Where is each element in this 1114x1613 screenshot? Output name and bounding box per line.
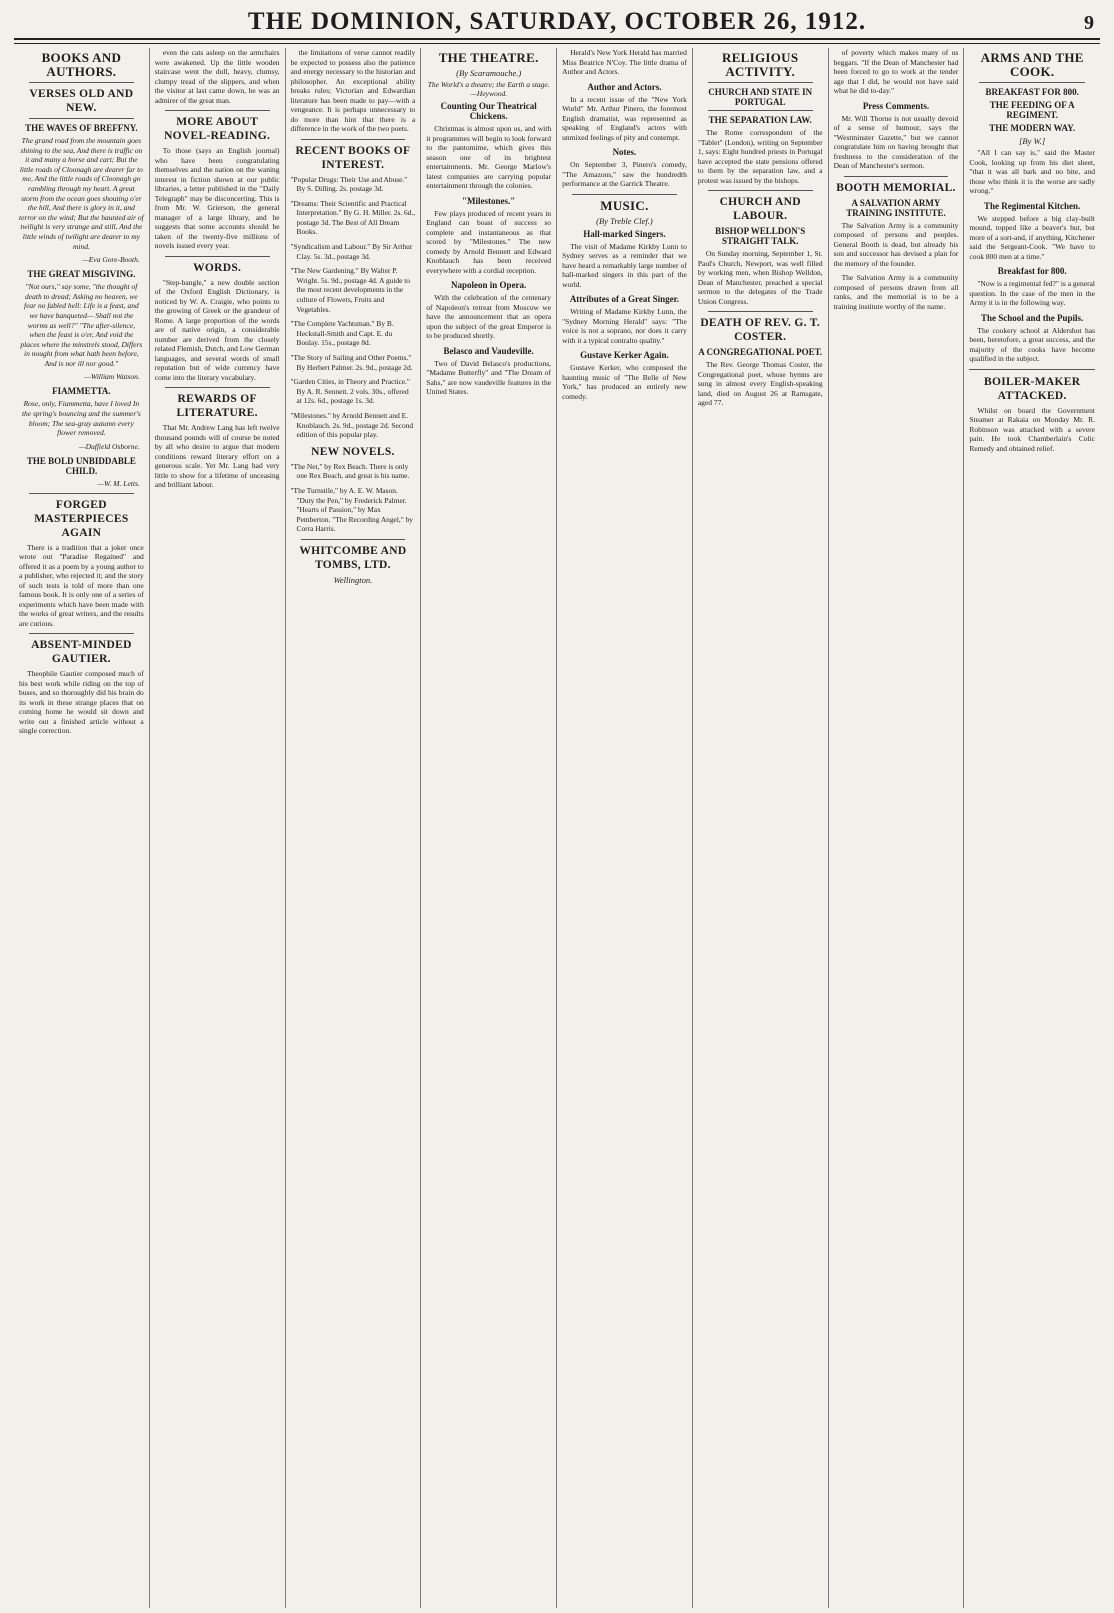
music-byline: (By Treble Clef.) — [596, 215, 653, 226]
column-books-of-interest — [286, 48, 422, 1608]
divider — [165, 256, 270, 257]
article-text: Mr. Will Thorne is not usually devoid of a sense of humour, says the "Westminster Gazette," but we cannot congratulate him on having brought that freshness to the consideration of the Dean of Manchester's sermon. — [833, 113, 959, 170]
masthead-title: THE DOMINION, SATURDAY, OCTOBER 26, 1912. — [247, 8, 867, 35]
article-text: On September 3, Pinero's comedy, "The Amazons," saw the hundredth performance at the Garrick Theatre. — [562, 160, 687, 188]
subhead: A SALVATION ARMY TRAINING INSTITUTE. — [846, 197, 946, 218]
ad-text: Whilst on board the Government Steamer at Rakaia on Monday Mr. R. Robinson was attacked with a severe pain. He took Chamberlain's Colic Remedy and obtained relief. — [969, 405, 1095, 453]
subhead: Attributes of a Great Singer. — [569, 294, 680, 304]
theatre-heading: THE THEATRE. — [438, 50, 539, 65]
divider — [29, 118, 134, 119]
article-text: We stepped before a big clay-built mound, topped like a beaver's hut, but more of a sort-and, if anything, Kitchener said the Sergeant-Cook. "We have to cook 800 men at a time." — [969, 213, 1095, 261]
divider — [301, 139, 406, 140]
divider — [708, 110, 813, 111]
article-text: Few plays produced of recent years in England can boast of success so complete and instantaneous as that scored by "Milestones." The new comedy by Arnold Bennett and Edward Knoblauch has been received everywhere with a cordial reception. — [426, 208, 552, 275]
list-item: "Dreams: Their Scientific and Practical Interpretation." By G. H. Miller. 2s. 6d., postage 3d. The Best of All Dream Books. — [290, 198, 416, 237]
article-text: The Salvation Army is a community composed of persons and peoples. General Booth is dead, but already his son and successor has devised a plan for the memory of the founder. — [833, 220, 959, 268]
list-item: "The Complete Yachtsman." By B. Heckstall-Smith and Capt. E. du Boulay. 15s., postage 8d. — [290, 319, 394, 348]
death-heading: DEATH OF REV. G. T. COSTER. — [700, 317, 821, 343]
subhead: THE MODERN WAY. — [989, 123, 1076, 133]
subhead: THE FEEDING OF A REGIMENT. — [989, 100, 1075, 120]
list-item: "Milestones." by Arnold Bennett and E. Knoblauch. 2s. 9d., postage 2d. Second edition of this popular play. — [290, 410, 414, 440]
list-item: "Garden Cities, in Theory and Practice." By A. R. Sennett. 2 vols. 30s., offered at 12s. 6d., postage 1s. 3d. — [290, 377, 410, 406]
arms-byline: [By W.] — [1019, 136, 1046, 146]
church-heading: CHURCH AND LABOUR. — [719, 196, 801, 222]
subhead: Author and Actors. — [587, 81, 662, 92]
ad-heading: BOILER-MAKER ATTACKED. — [984, 375, 1081, 402]
poem-title: THE GREAT MISGIVING. — [27, 269, 136, 280]
article-text: In a recent issue of the "New York World" Mr. Arthur Pinero, the foremost English dramatist, was represented as speaking of England's actors with unmixed feelings of pity and contempt. — [562, 94, 687, 142]
article-text: The visit of Madame Kirkby Lunn to Sydney serves as a reminder that we have heard a remarkably large number of hall-marked singers in this part of the world. — [562, 241, 687, 289]
page-number: 9 — [1084, 12, 1094, 34]
subhead: Press Comments. — [862, 100, 930, 111]
subhead: A CONGREGATIONAL POET. — [698, 347, 823, 357]
list-item: "The Story of Sailing and Other Poems." By Herbert Palmer. 2s. 9d., postage 2d. — [290, 353, 413, 372]
article-text: The Rome correspondent of the "Tablet" (London), writing on September 1, says: Eight hundred priests in Portugal have accepted the state pensions offered to them by the separation law, and a protest was issued by the bishops. — [697, 128, 823, 185]
article-text: of poverty which makes many of us beggars. "If the Dean of Manchester had been forced to go to work at the tender age that I did, he would not have said what he did to-day." — [833, 48, 959, 95]
divider — [165, 387, 270, 388]
absent-text: Theophile Gautier composed much of his best work while riding on the top of buses, and so thoroughly did his brain do its work in these strange places that on coming home he would sit down and write out a finished article without a single correction. — [19, 669, 144, 736]
theatre-kicker: The World's a theatre; the Earth a stage.—Heywood. — [427, 80, 550, 98]
subhead: Counting Our Theatrical Chickens. — [440, 101, 537, 121]
subhead: BREAKFAST FOR 800. — [985, 87, 1079, 97]
rewards-heading: REWARDS OF LITERATURE. — [176, 393, 258, 419]
advert-place: Wellington. — [333, 574, 373, 585]
booth-heading: BOOTH MEMORIAL. — [836, 181, 956, 194]
poem-author: —W. M. Letts. — [97, 478, 140, 488]
new-novels-heading: NEW NOVELS. — [311, 445, 395, 458]
list-item: "The New Gardening." By Walter P. Wright. 5s. 9d., postage 4d. A guide to the most recent developments in the culture of Flowers, Fruits and Vegetables. — [290, 266, 410, 314]
list-item: "The Net," by Rex Beach. There is only one Rex Beach, and great is his name. — [290, 461, 410, 481]
forged-text: There is a tradition that a joker once wrote out "Paradise Regained" and offered it as a poem by a young author to a publisher, who rejected it; and the story of such tests is told of more than one famous book. It is only one of a series of experiments which have been made with the works of great writers, and the results are curious. — [19, 542, 144, 628]
new-novels-list — [291, 462, 416, 534]
poem-text: The grand road from the mountain goes shining to the sea, And there is traffic on it and many a horse and cart; But the little roads of Cloonagh are dearer far to me, And the little roads of Cloonagh go rambling through my heart. A great storm from the ocean goes shouting o'er the hill, And there is glory in it, and terror on the wind; But the haunted air of twilight is very strange and still, And the little winds of twilight are dearer to my mind. — [19, 136, 144, 251]
novel-text: To those (says an English journal) who have been congratulating themselves and the nation on the waning interest in fiction shown at our public libraries, a letter published in the "Daily Telegraph" may be disconcerting. This is from Mr. W. Grierson, the general manager of a large library, and he suggests that some accounts should be taken of the twenty-five millions of novels issued every year. — [154, 146, 280, 250]
col2-intro: even the cats asleep on the armchairs were awakened. Up the little wooden staircase went the dull, heavy, clumsy, clumpy tread of the slippers, and when the visitor at last came down, he was an admirer of the great man. — [154, 48, 280, 105]
subhead: The Regimental Kitchen. — [984, 200, 1081, 211]
column-books-and-authors — [14, 48, 150, 1608]
article-text: With the celebration of the centenary of Napoleon's retreat from Moscow we have the announcement that an opera upon the subject of the great Emperor is to be produced shortly. — [426, 293, 552, 340]
subhead: BISHOP WELLDON'S STRAIGHT TALK. — [715, 226, 806, 246]
article-text: The Salvation Army is a community composed of persons drawn from all ranks, and the memorial is to be a training institute worthy of the name. — [833, 273, 959, 311]
books-authors-heading: BOOKS AND AUTHORS. — [41, 50, 122, 79]
absent-heading: ABSENT-MINDED GAUTIER. — [31, 639, 132, 666]
poem-title: THE BOLD UNBIDDABLE CHILD. — [26, 455, 136, 476]
advertisement — [969, 369, 1095, 454]
list-item: "The Turnstile," by A. E. W. Mason. "Duty the Pen," by Frederick Palmer. "Hearts of Passion," by Max Pemberton. "The Recording Angel," by Corra Harris. — [290, 485, 413, 534]
col5-intro: Herald's New York Herald has married Miss Beatrice N'Coy. The little drama of Author and Actors. — [562, 48, 687, 76]
words-heading: WORDS. — [193, 261, 242, 274]
subhead: Napoleon in Opera. — [451, 280, 527, 290]
poem-title: THE WAVES OF BREFFNY. — [25, 123, 138, 133]
column-religious — [693, 48, 829, 1608]
column-music — [557, 48, 693, 1608]
subhead: The School and the Pupils. — [981, 312, 1084, 323]
music-heading: MUSIC. — [600, 197, 649, 213]
subhead: Belasco and Vaudeville. — [443, 345, 534, 356]
col3-intro: the limitations of verse cannot readily be expected to possess also the patience and energy necessary to the historian and philosopher. An exceptional ability breaks rules; Victorian and Edwardian literature has been made to pay—with a vengeance. It is perhaps unnecessary to do more than hint that there is a difference in the work of the two poets. — [290, 48, 416, 133]
column-theatre — [421, 48, 557, 1608]
list-item: "Popular Drugs: Their Use and Abuse." By S. Dilling. 2s. postage 3d. — [290, 174, 408, 194]
subhead: THE SEPARATION LAW. — [708, 115, 812, 125]
divider — [708, 82, 813, 83]
interest-heading: RECENT BOOKS OF INTEREST. — [295, 144, 411, 171]
list-item: "Syndicalism and Labour." By Sir Arthur Clay. 5s. 3d., postage 3d. — [290, 242, 413, 261]
poem-text: "Not ours," say some, "the thought of death to dread; Asking no heaven, we fear no fabled hell: Life is a feast, and we have banqueted— Shall not the worms as well?" "The after-silence, when the feast is o'er, And void the places where the minstrels stood, Differs in nought from what hath been before, And is nor ill nor good." — [20, 282, 143, 368]
subhead: CHURCH AND STATE IN PORTUGAL — [708, 87, 813, 107]
article-text: Writing of Madame Kirkby Lunn, the "Sydney Morning Herald" says: "The voice is not a soprano, nor does it carry with it a typical contralto quality." — [562, 307, 687, 345]
divider — [165, 110, 270, 111]
column-arms-and-cook — [964, 48, 1100, 1608]
poem-author: —William Watson. — [84, 372, 140, 382]
theatre-byline: (By Scaramouche.) — [456, 68, 522, 78]
words-text: "Step-bangle," a new double section of the Oxford English Dictionary, is noticed by W. A. Craigie, who points to the growing of Greek or the grandeur of Rome. A large proportion of the words are of native origin, a considerable number are derived from the closely related Flemish, Dutch, and Low German languages, and several words of small reputation but of wide currency have come into the literary vocabulary. — [154, 277, 280, 382]
article-text: The cookery school at Aldershot has been, heretofore, a great success, and the majority of the cooks have become qualified in the subject. — [969, 325, 1095, 363]
masthead — [14, 6, 1100, 40]
article-text: The Rev. George Thomas Coster, the Congregational poet, whose hymns are sung in almost every English-speaking land, died on August 26 at Ramsgate, aged 77. — [697, 360, 823, 407]
article-text: On Sunday morning, September 1, St. Paul's Church, Newport, was well filled by working men, when Bishop Welldon, Dean of Manchester, preached a special sermon to the delegates of the Trade Union Congress. — [697, 249, 823, 306]
article-text: "All I can say is," said the Master Cook, looking up from his diet sheet, "that it was all bark and no bite, and those who think it is the worse are sadly wrong." — [969, 148, 1095, 195]
divider — [29, 493, 134, 494]
rewards-text: That Mr. Andrew Lang has left twelve thousand pounds will of course be noted by all who desire to argue that modern conditions reward literary effort on a generous scale. Yet Mr. Lang had very little to show for a lifetime of unceasing and brilliant labour. — [154, 423, 280, 489]
verses-heading: VERSES OLD AND NEW. — [29, 88, 134, 114]
arms-heading: ARMS AND THE COOK. — [980, 50, 1084, 79]
poem-author: —Eva Gore-Booth. — [82, 255, 140, 265]
subhead: Hall-marked Singers. — [583, 228, 666, 239]
subhead: Gustave Kerker Again. — [580, 350, 669, 360]
divider — [29, 82, 134, 83]
article-text: Christmas is almost upon us, and with it programmes will begin to look forward to the pantomime, which gives this season one of its brightest entertainments. Mr. George Marlow's latest companies are carrying popular entertainment through the colonies. — [426, 124, 552, 190]
subhead: Notes. — [612, 147, 637, 157]
poem-title: FIAMMETTA. — [52, 386, 111, 397]
divider — [979, 82, 1085, 83]
divider — [708, 190, 813, 191]
article-text: Two of David Belasco's productions, "Madame Butterfly" and "The Dream of Sahs," are now vaudeville features in the United States. — [426, 358, 552, 396]
subhead: Breakfast for 800. — [997, 266, 1067, 276]
columns — [14, 48, 1100, 1608]
forged-heading: FORGED MASTERPIECES AGAIN — [34, 498, 129, 539]
divider — [301, 539, 406, 540]
religious-heading: RELIGIOUS ACTIVITY. — [722, 50, 799, 79]
divider — [708, 311, 813, 312]
divider — [844, 176, 949, 177]
article-text: Gustave Kerker, who composed the haunting music of "The Belle of New York," has produced an entirely new comedy. — [562, 363, 687, 401]
interest-list — [291, 175, 416, 440]
column-comments — [829, 48, 965, 1608]
article-text: "Now is a regimental fed?" is a general question. In the case of the men in the Army it is in the following way. — [969, 279, 1095, 307]
divider — [572, 194, 677, 195]
advert-name: WHITCOMBE AND TOMBS, LTD. — [299, 544, 407, 571]
divider — [29, 633, 134, 634]
poem-text: Rose, only, Fiammetta, have I loved In the spring's bouncing and the summer's bloom; The sea-gray autumn every flower removed. — [21, 399, 141, 438]
poem-author: —Duffield Osborne. — [78, 441, 140, 451]
novel-heading: MORE ABOUT NOVEL-READING. — [164, 116, 271, 142]
column-novels — [150, 48, 286, 1608]
masthead-rule — [14, 43, 1100, 44]
subhead: "Milestones." — [462, 195, 516, 206]
